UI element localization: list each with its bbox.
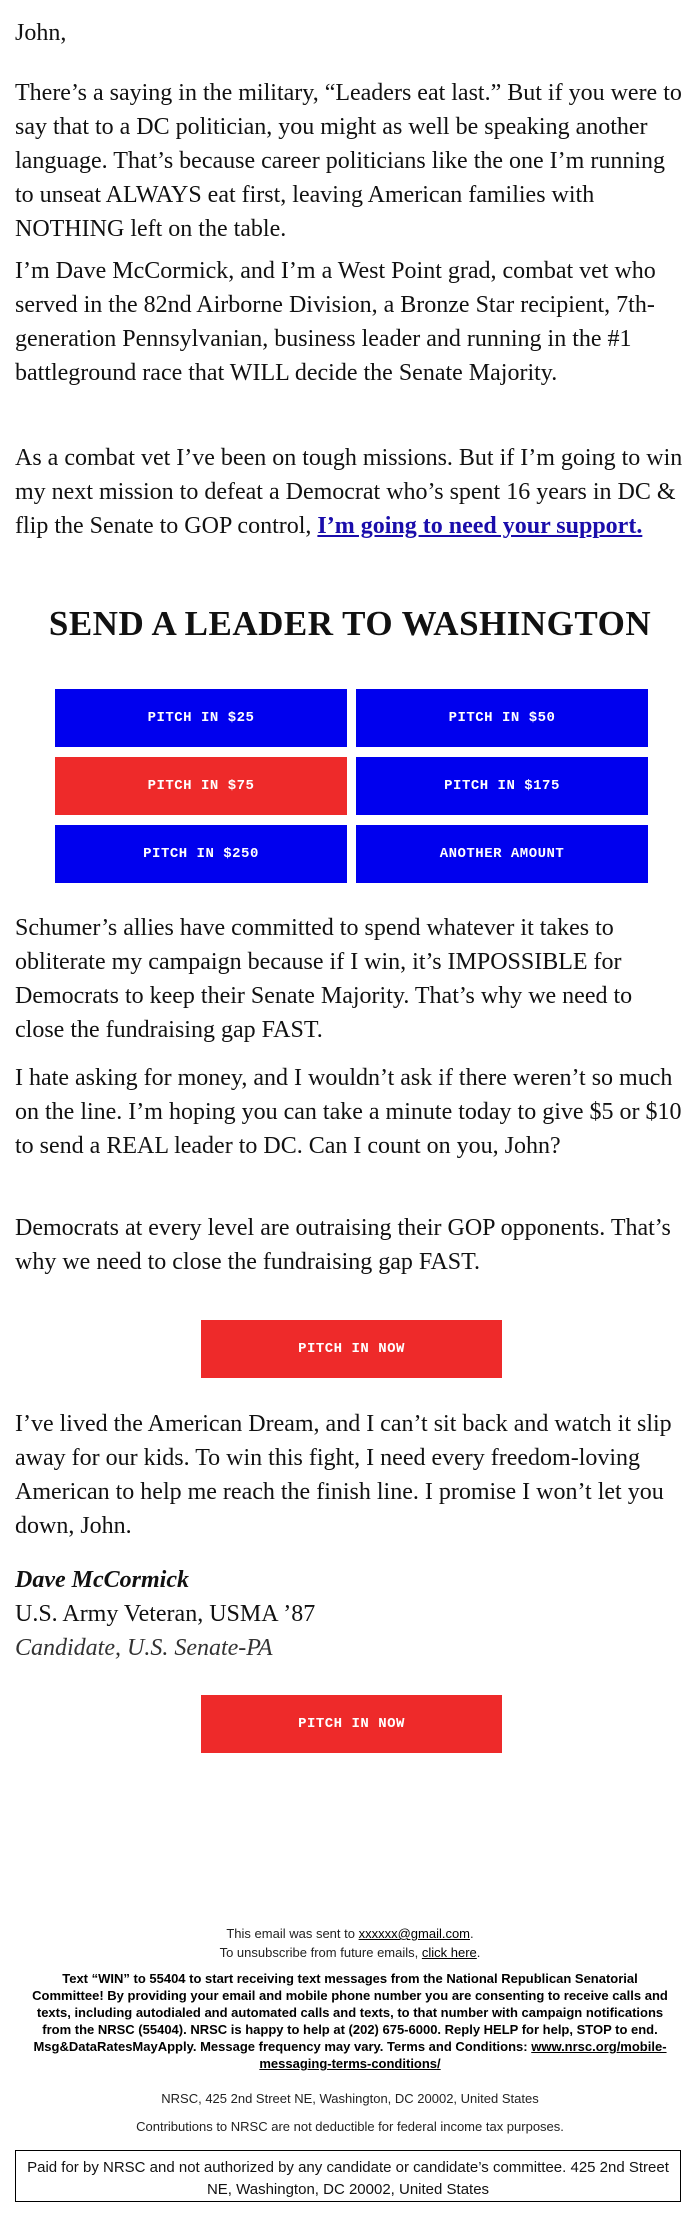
footer-unsubscribe-prefix: To unsubscribe from future emails,	[219, 1945, 422, 1960]
paragraph-5: I hate asking for money, and I wouldn’t ask if there weren’t so much on the line. I’m hoping you can take a minute today to give $5 or $10 to send a REAL leader to DC. Can I count on you, John?	[15, 1065, 682, 1159]
paragraph-2: I’m Dave McCormick, and I’m a West Point grad, combat vet who served in the 82nd Airborne Division, a Bronze Star recipient, 7th-generation Pennsylvanian, business leader and running in the #1 battleground race that WILL decide the Senate Majority.	[15, 258, 656, 386]
signature-title: U.S. Army Veteran, USMA ’87	[15, 1601, 316, 1627]
signature-role: Candidate, U.S. Senate-PA	[15, 1635, 273, 1661]
donate-button-250[interactable]: PITCH IN $250	[55, 825, 347, 883]
donate-button-other[interactable]: ANOTHER AMOUNT	[356, 825, 648, 883]
footer-sms-text: Text “WIN” to 55404 to start receiving text messages from the National Republican Senatorial Committee! By providing your email and mobile phone number you are consenting to receive calls and texts, including autodialed and automated calls and texts, to that number with campaign notifications from the NRSC (55404). NRSC is happy to help at (202) 675-6000. Reply HELP for help, STOP to end. Msg&DataRatesMayApply. Message frequency may vary. Terms and Conditions:	[32, 1971, 668, 2054]
paragraph-4: Schumer’s allies have committed to spend whatever it takes to obliterate my campaign because if I win, it’s IMPOSSIBLE for Democrats to keep their Senate Majority. That’s why we need to close the fundraising gap FAST.	[15, 915, 633, 1043]
footer-unsubscribe-suffix: .	[476, 1945, 481, 1960]
sms-terms-link[interactable]: www.nrsc.org/mobile-messaging-terms-conditions/	[259, 2039, 667, 2071]
donate-button-75[interactable]: PITCH IN $75	[55, 757, 347, 815]
footer-email-link[interactable]: xxxxxx@gmail.com	[358, 1926, 471, 1941]
footer-tax-note: Contributions to NRSC are not deductible for federal income tax purposes.	[136, 2119, 564, 2134]
paragraph-3-text: As a combat vet I’ve been on tough missions. But if I’m going to win my next mission to defeat a Democrat who’s spent 16 years in DC & flip the Senate to GOP control,	[15, 445, 683, 539]
paragraph-3	[15, 441, 685, 543]
paragraph-6: Democrats at every level are outraising their GOP opponents. That’s why we need to close the fundraising gap FAST.	[15, 1215, 671, 1275]
paid-for-disclaimer: Paid for by NRSC and not authorized by any candidate or candidate’s committee. 425 2nd Street NE, Washington, DC 20002, United States	[15, 2150, 681, 2202]
donate-button-175[interactable]: PITCH IN $175	[356, 757, 648, 815]
unsubscribe-link[interactable]: click here	[421, 1945, 477, 1960]
signature-block	[15, 1563, 315, 1665]
footer-sent-to	[0, 1925, 700, 1942]
headline: SEND A LEADER TO WASHINGTON	[48, 604, 652, 643]
donate-button-50[interactable]: PITCH IN $50	[356, 689, 648, 747]
pitch-in-now-button-2[interactable]: PITCH IN NOW	[201, 1695, 502, 1753]
paragraph-7: I’ve lived the American Dream, and I can’t sit back and watch it slip away for our kids. To win this fight, I need every freedom-loving American to help me reach the finish line. I promise I won’t let you down, John.	[15, 1411, 672, 1539]
footer-sent-to-prefix: This email was sent to	[226, 1926, 359, 1941]
paragraph-1: There’s a saying in the military, “Leaders eat last.” But if you were to say that to a DC politician, you might as well be speaking another language. That’s because career politicians like the one I’m running to unseat ALWAYS eat first, leaving American families with NOTHING left on the table.	[15, 80, 682, 242]
footer-sms-legal	[25, 1970, 675, 2072]
donate-button-25[interactable]: PITCH IN $25	[55, 689, 347, 747]
pitch-in-now-button-1[interactable]: PITCH IN NOW	[201, 1320, 502, 1378]
footer-unsubscribe	[0, 1944, 700, 1961]
signature-name: Dave McCormick	[15, 1567, 189, 1593]
footer-address: NRSC, 425 2nd Street NE, Washington, DC 20002, United States	[161, 2091, 539, 2106]
greeting: John,	[15, 20, 67, 46]
footer-sent-to-suffix: .	[470, 1926, 474, 1941]
support-link[interactable]: I’m going to need your support.	[317, 513, 643, 539]
